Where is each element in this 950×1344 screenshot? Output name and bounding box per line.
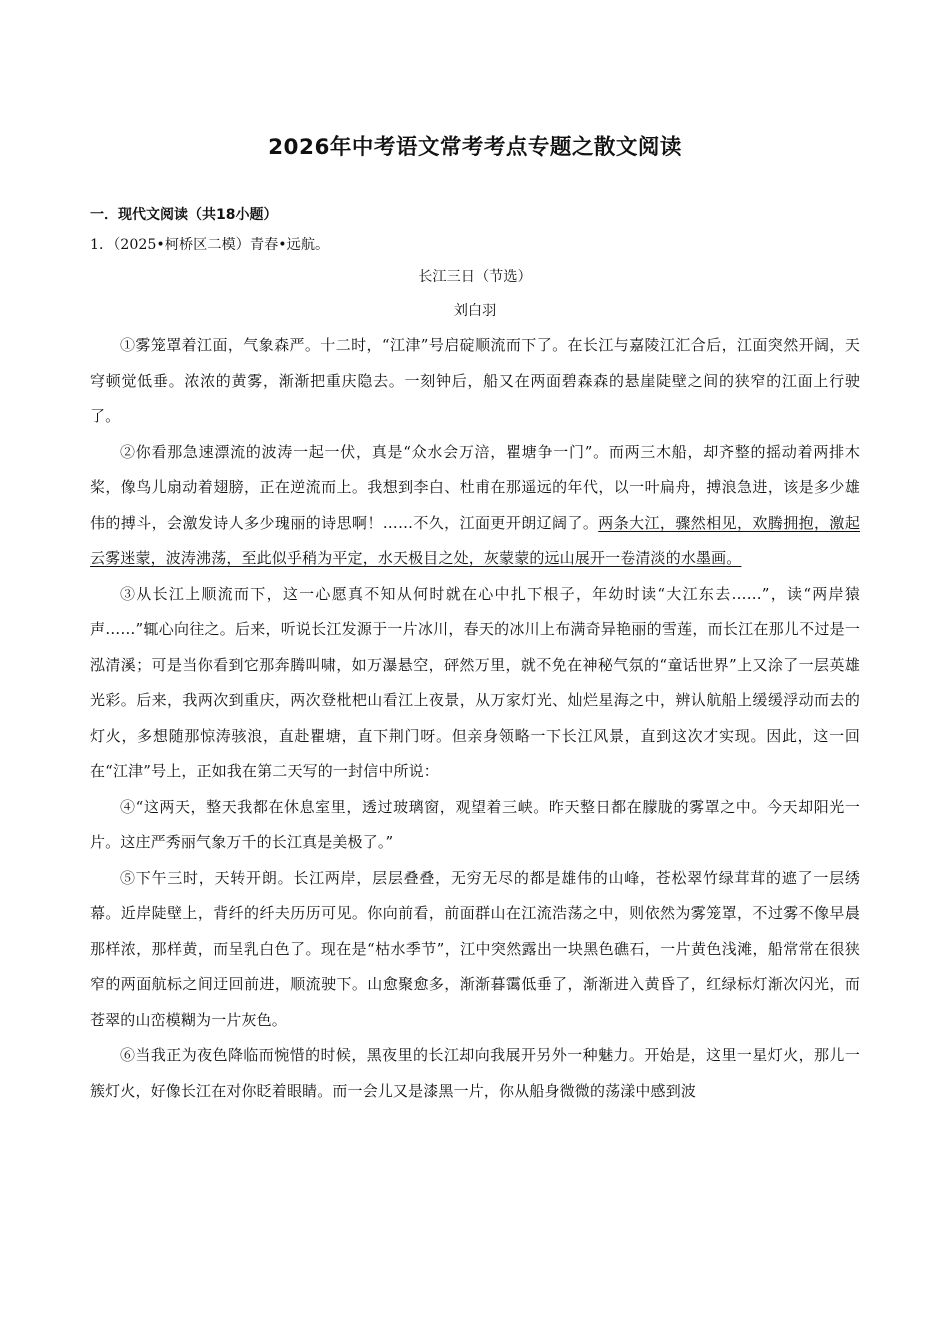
paragraph-text: ④“这两天，整天我都在休息室里，透过玻璃窗，观望着三峡。昨天整日都在朦胧的雾罩之中。今天却阳光一片。这庄严秀丽气象万千的长江真是美极了。” [90, 797, 860, 851]
paragraph-text: ⑥当我正为夜色降临而惋惜的时候，黑夜里的长江却向我展开另外一种魅力。开始是，这里一星灯火，那儿一簇灯火，好像长江在对你眨着眼睛。而一会儿又是漆黑一片，你从船身微微的荡漾中感到波 [90, 1046, 860, 1100]
paragraph-5 [90, 861, 860, 1039]
underlined-sentence: 两条大江，骤然相见，欢腾拥抱，激起云雾迷蒙，波涛沸荡，至此似乎稍为平定，水天极目之处，灰蒙蒙的远山展开一卷清淡的水墨画。 [90, 513, 860, 567]
paragraph-text: ⑤下午三时，天转开朗。长江两岸，层层叠叠，无穷无尽的都是雄伟的山峰，苍松翠竹绿茸茸的遮了一层绣幕。近岸陡壁上，背纤的纤夫历历可见。你向前看，前面群山在江流浩荡之中，则依然为雾笼罩，不过雾不像早晨那样浓，那样黄，而呈乳白色了。现在是“枯水季节”，江中突然露出一块黑色礁石，一片黄色浅滩，船常常在很狭窄的两面航标之间迂回前进，顺流驶下。山愈聚愈多，渐渐暮霭低垂了，渐渐进入黄昏了，红绿标灯渐次闪光，而苍翠的山峦模糊为一片灰色。 [90, 868, 860, 1029]
section-heading: 一．现代文阅读（共18小题） [90, 207, 278, 223]
article-title: 长江三日（节选） [418, 269, 532, 285]
paragraph-2 [90, 435, 860, 577]
paragraph-text: ②你看那急速漂流的波涛一起一伏，真是“众水会万涪，瞿塘争一门”。而两三木船，却齐整的摇动着两排木桨，像鸟儿扇动着翅膀，正在逆流而上。我想到李白、杜甫在那遥远的年代，以一叶扁舟，搏浪急进，该是多少雄伟的搏斗，会激发诗人多少瑰丽的诗思啊！……不久，江面更开朗辽阔了。 [90, 442, 860, 532]
paragraph-1 [90, 328, 860, 435]
question-line: 1．（2025•柯桥区二模）青春•远航。 [90, 237, 330, 253]
document-title: 2026年中考语文常考考点专题之散文阅读 [268, 135, 682, 160]
article-author: 刘白羽 [453, 303, 497, 319]
paragraph-text: ①雾笼罩着江面，气象森严。十二时，“江津”号启碇顺流而下了。在长江与嘉陵江汇合后，江面突然开阔，天穹顿觉低垂。浓浓的黄雾，渐渐把重庆隐去。一刻钟后，船又在两面碧森森的悬崖陡壁之间的狭窄的江面上行驶了。 [90, 336, 860, 425]
paragraph-6 [90, 1038, 860, 1109]
paragraph-text: ③从长江上顺流而下，这一心愿真不知从何时就在心中扎下根子，年幼时读“大江东去……”，读“两岸猿声……”辄心向往之。后来，听说长江发源于一片冰川，春天的冰川上布满奇异艳丽的雪莲，而长江在那儿不过是一泓清溪；可是当你看到它那奔腾叫啸，如万瀑悬空，砰然万里，就不免在神秘气氛的“童话世界”上又涂了一层英雄光彩。后来，我两次到重庆，两次登枇杷山看江上夜景，从万家灯光、灿烂星海之中，辨认航船上缓缓浮动而去的灯火，多想随那惊涛骇浪，直赴瞿塘，直下荆门呀。但亲身领略一下长江风景，直到这次才实现。因此，这一回在“江津”号上，正如我在第二天写的一封信中所说： [90, 584, 860, 780]
document-page [90, 128, 860, 1109]
paragraph-3 [90, 577, 860, 790]
paragraph-4 [90, 790, 860, 861]
